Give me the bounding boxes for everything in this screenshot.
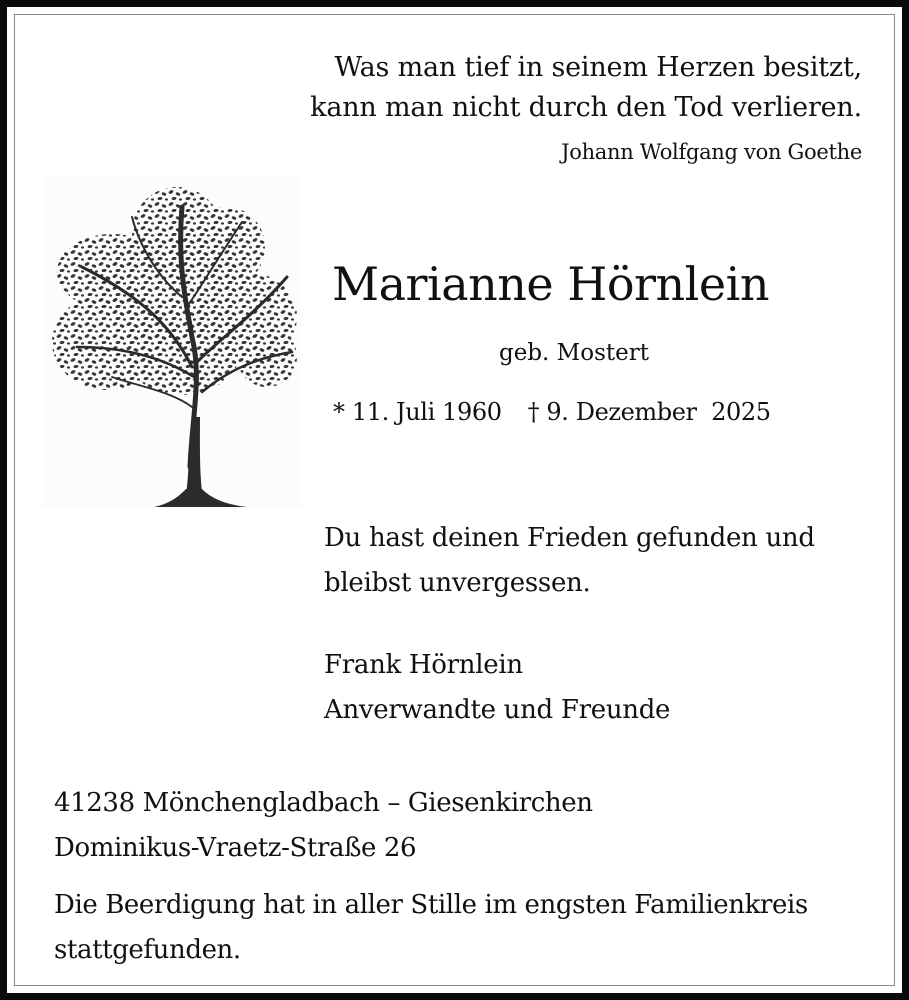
mourner-name: Frank Hörnlein [324,650,523,680]
verse-line-1: Du hast deinen Frieden gefunden und [324,523,815,553]
birth-date: * 11. Juli 1960 [333,398,502,426]
quote-line-1: Was man tief in seinem Herzen besitzt, [334,52,862,83]
maiden-name: geb. Mostert [499,340,649,366]
quote-line-2: kann man nicht durch den Tod verlieren. [310,92,862,123]
death-date: † 9. Dezember 2025 [527,398,771,426]
life-dates [333,398,771,426]
address-city: 41238 Mönchengladbach – Giesenkirchen [54,788,593,818]
tree-image [42,177,302,509]
verse-line-2: bleibst unvergessen. [324,568,591,598]
funeral-notice-line-2: stattgefunden. [54,935,241,965]
quote-author: Johann Wolfgang von Goethe [561,140,862,164]
funeral-notice-line-1: Die Beerdigung hat in aller Stille im engsten Familienkreis [54,890,808,920]
tree-icon [42,177,302,509]
address-street: Dominikus-Vraetz-Straße 26 [54,833,417,863]
mourner-relatives: Anverwandte und Freunde [324,695,671,725]
deceased-name: Marianne Hörnlein [332,257,769,311]
